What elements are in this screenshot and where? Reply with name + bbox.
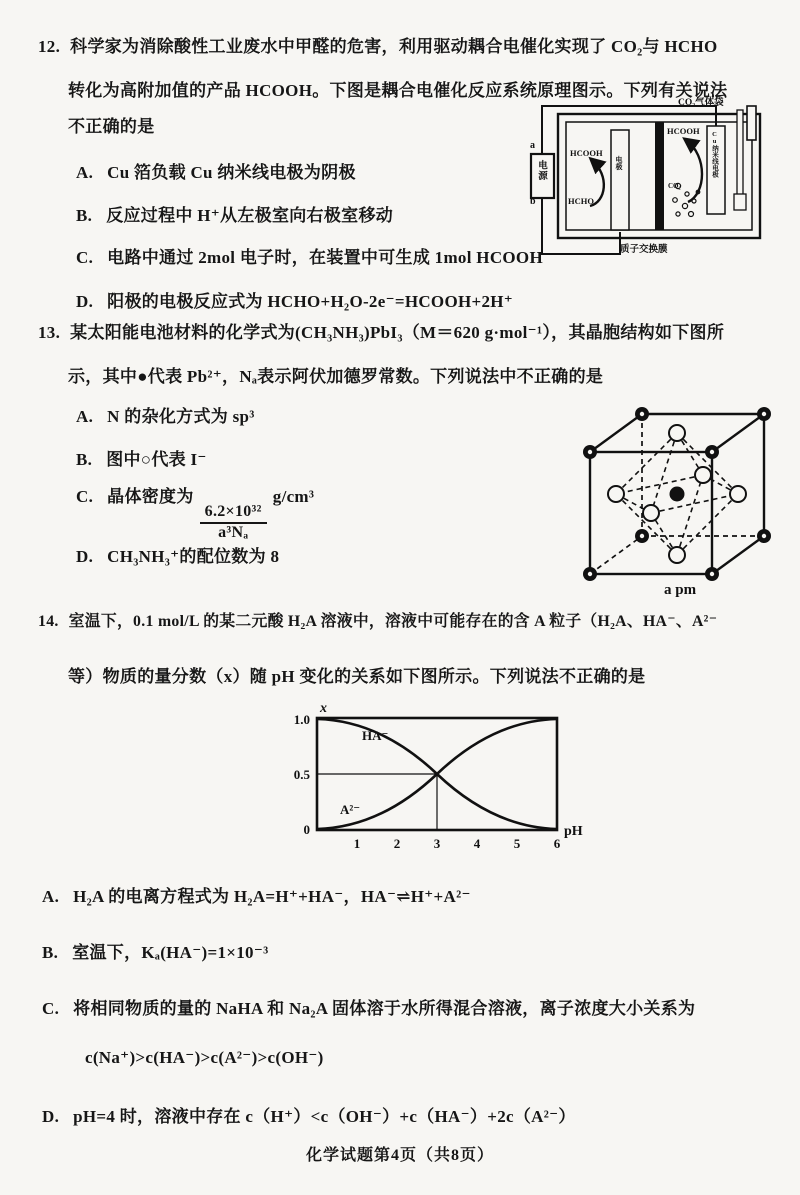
unit-cell-diagram (552, 382, 796, 600)
q14-number: 14. (38, 613, 59, 630)
electrocatalysis-device-diagram (528, 98, 800, 270)
xtick-5: 5 (513, 836, 521, 851)
left-electrode-label: 电极 (615, 156, 623, 170)
q12-option-d-label: D. (76, 292, 94, 311)
curve-label-ha: HA⁻ (362, 728, 389, 743)
xtick-6: 6 (553, 836, 561, 851)
q12-option-a-text: Cu 箔负载 Cu 纳米线电极为阴极 (107, 163, 356, 182)
terminal-b-label: b (530, 196, 536, 207)
q14-option-b-label: B. (42, 943, 59, 962)
q13-stem-line1 (38, 318, 724, 343)
q14-option-d (42, 1102, 576, 1127)
q14-option-d-label: D. (42, 1107, 60, 1126)
unit-cell-svg (552, 382, 796, 600)
gas-bag-icon (747, 106, 756, 140)
q13-stem-line2: 示，其中●代表 Pb²⁺，Nₐ表示阿伏加德罗常数。下列说法中不正确的是 (68, 367, 604, 386)
q14-option-b (42, 938, 269, 963)
density-fraction (200, 504, 267, 542)
q13-option-c-label: C. (76, 487, 94, 506)
q13-option-c-unit: g/cm³ (272, 487, 315, 506)
xtick-1: 1 (353, 836, 361, 851)
q14-option-c-line2: c(Na⁺)>c(HA⁻)>c(A²⁻)>c(OH⁻) (85, 1048, 324, 1067)
q13-option-d (76, 542, 279, 567)
q14-stem-line1 (38, 608, 717, 631)
left-electrode (611, 130, 629, 230)
power-supply-label: 电源 (536, 160, 546, 181)
ytick-0.5: 0.5 (293, 767, 310, 782)
x-axis-label: pH (564, 824, 583, 839)
xtick-4: 4 (473, 836, 481, 851)
q14-option-d-text: pH=4 时，溶液中存在 c（H⁺）<c（OH⁻）+c（HA⁻）+2c（A²⁻） (73, 1107, 576, 1126)
wire-bottom (542, 198, 620, 254)
q12-option-a (76, 158, 356, 183)
q14-option-c-text: 将相同物质的量的 NaHA 和 Na₂A 固体溶于水所得混合溶液，离子浓度大小关系为 (73, 999, 696, 1018)
anolyte-reactant-label: HCHO (568, 196, 594, 206)
edge-length-label: a pm (664, 582, 697, 598)
right-electrode-label: Cu纳米线电极 (711, 131, 718, 178)
q14-option-a-label: A. (42, 887, 60, 906)
gas-bag-label: CO₂气体袋 (678, 98, 724, 108)
q12-stem-text1: 科学家为消除酸性工业废水中甲醛的危害，利用驱动耦合电催化实现了 CO₂与 HCHO (70, 37, 718, 56)
terminal-a-label: a (530, 140, 535, 151)
q13-number: 13. (38, 323, 61, 342)
graph-svg (262, 700, 592, 870)
bubble-co2-label: CO₂ (668, 182, 681, 190)
q12-option-d (76, 287, 513, 312)
q12-stem-line1 (38, 32, 718, 57)
gas-tube (737, 110, 743, 206)
q13-option-c (76, 482, 314, 542)
ph-distribution-graph (262, 700, 592, 870)
q12-number: 12. (38, 37, 61, 56)
q13-stem-text1: 某太阳能电池材料的化学式为(CH₃NH₃)PbI₃（M＝620 g·mol⁻¹），其晶胞结构如下图所 (70, 323, 725, 342)
q13-option-d-text: CH₃NH₃⁺的配位数为 8 (107, 547, 280, 566)
y-axis-label: x (320, 701, 327, 716)
q14-option-c (42, 994, 695, 1019)
q13-option-b (76, 445, 207, 470)
q13-option-b-text: 图中○代表 I⁻ (106, 450, 207, 469)
page-footer: 化学试题第4页（共8页） (305, 1147, 494, 1164)
q12-option-d-text: 阳极的电极反应式为 HCHO+H₂O-2e⁻=HCOOH+2H⁺ (107, 292, 514, 311)
q12-stem-line2: 转化为高附加值的产品 HCOOH。下图是耦合电催化反应系统原理图示。下列有关说法 (68, 81, 728, 100)
q12-option-c (76, 243, 543, 268)
q13-option-d-label: D. (76, 547, 94, 566)
q12-option-c-text: 电路中通过 2mol 电子时，在装置中可生成 1mol HCOOH (107, 248, 543, 267)
q14-option-a-text: H₂A 的电离方程式为 H₂A=H⁺+HA⁻，HA⁻⇌H⁺+A²⁻ (73, 887, 471, 906)
xtick-2: 2 (393, 836, 401, 851)
q13-option-a (76, 402, 255, 427)
q13-option-a-label: A. (76, 407, 94, 426)
gas-tube-tip (734, 194, 746, 210)
q13-option-a-text: N 的杂化方式为 sp³ (107, 407, 255, 426)
fraction-denominator: a³Nₐ (218, 523, 249, 541)
q13-option-b-label: B. (76, 450, 93, 469)
q12-option-a-label: A. (76, 163, 94, 182)
q12-option-b-text: 反应过程中 H⁺从左极室向右极室移动 (106, 206, 394, 225)
anolyte-product-label: HCOOH (570, 148, 603, 158)
q12-option-b-label: B. (76, 206, 93, 225)
q14-option-c-label: C. (42, 999, 60, 1018)
membrane-bar (655, 122, 664, 230)
q14-stem-line2: 等）物质的量分数（x）随 pH 变化的关系如下图所示。下列说法不正确的是 (68, 667, 646, 686)
q13-option-c-prefix: 晶体密度为 (107, 487, 194, 506)
body-center-atom (670, 487, 685, 502)
q14-option-a (42, 882, 471, 907)
q14-stem-text1: 室温下，0.1 mol/L 的某二元酸 H₂A 溶液中，溶液中可能存在的含 A 粒子（H₂A、HA⁻、A²⁻ (68, 613, 718, 630)
xtick-3: 3 (433, 836, 441, 851)
q12-option-c-label: C. (76, 248, 94, 267)
q14-option-b-text: 室温下，Kₐ(HA⁻)=1×10⁻³ (72, 943, 269, 962)
membrane-label: 质子交换膜 (620, 245, 668, 255)
q12-option-b (76, 201, 393, 226)
fraction-numerator: 6.2×10³² (200, 504, 267, 524)
ytick-0: 0 (303, 822, 310, 837)
ytick-1.0: 1.0 (293, 712, 310, 727)
q12-stem-line3: 不正确的是 (68, 117, 155, 136)
catholyte-product-label: HCOOH (667, 126, 700, 136)
curve-label-a2: A²⁻ (340, 802, 361, 817)
